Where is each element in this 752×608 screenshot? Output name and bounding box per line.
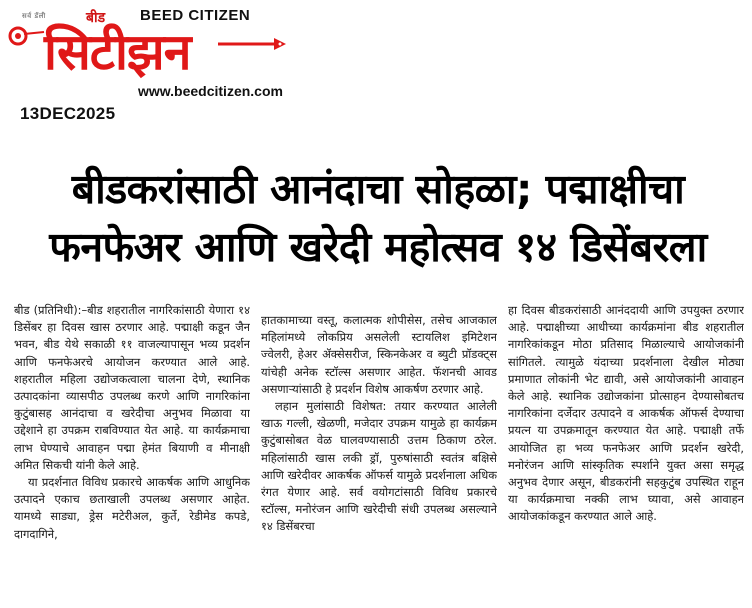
article-paragraph: हातकामाच्या वस्तू, कलात्मक शोपीसेस, तसेच आजकाल महिलांमध्ये लोकप्रिय असलेली स्टायलिश इमिटेशन ज्वेलरी, हेअर ॲक्सेसरीज, स्किनकेअर व ब्युटी प्रॉडक्ट्स यांचेही अनेक स्टॉल्स असणार आहेत. फॅशनची आवड असणाऱ्यांसाठी हे प्रदर्शन विशेष आकर्षण ठरणार आहे. [261,313,497,396]
website-url: www.beedcitizen.com [138,83,283,99]
masthead [0,0,752,145]
article-paragraph: लहान मुलांसाठी विशेषत: तयार करण्यात आलेली खाऊ गल्ली, खेळणी, मजेदार उपक्रम यामुळे हा कार्यक्रम कुटुंबासोबत वेळ घालवण्यासाठी उत्तम ठिकाण ठरेल. महिलांसाठी खास लकी ड्रॉ, पुरुषांसाठी स्वतंत्र बक्षिसे आणि खरेदीवर आकर्षक ऑफर्स यामुळे प्रदर्शनाला अधिक रंगत येणार आहे. सर्व वयोगटांसाठी विविध प्रकारचे स्टॉल्स, मनोरंजन आणि खरेदीची संधी उपलब्ध असल्याने १४ डिसेंबरचा [261,399,497,534]
masthead-english-name: BEED CITIZEN [140,7,251,24]
newspaper-logo-icon [6,22,46,62]
headline-line-1: बीडकरांसाठी आनंदाचा सोहळा; पद्माक्षीचा [71,165,685,213]
masthead-local-name: बीड [86,10,106,26]
masthead-tagline: सर्व डॅली [22,12,46,20]
article-paragraph: या प्रदर्शनात विविध प्रकारचे आकर्षक आणि आधुनिक उत्पादने एकाच छताखाली उपलब्ध असणार आहेत. यामध्ये साड्या, ड्रेस मटेरीअल, कुर्ते, रेडीमेड कपडे, दागदागिने, [14,475,250,541]
headline-line-2: फनफेअर आणि खरेदी महोत्सव १४ डिसेंबरला [49,223,707,271]
article-headline [14,160,742,276]
article-paragraph: हा दिवस बीडकरांसाठी आनंददायी आणि उपयुक्त ठरणार आहे. पद्माक्षीच्या आधीच्या कार्यक्रमांना बीड शहरातील नागरिकांकडून मोठा प्रतिसाद मिळाल्याचे आयोजकांनी सांगितले. त्यामुळे यंदाच्या प्रदर्शनाला देखील मोठ्या प्रमाणात लोकांनी भेट द्यावी, असे आयोजकांनी आवाहन केले आहे. स्थानिक उद्योजकांना प्रोत्साहन देण्यासोबतच नागरिकांना दर्जेदार उत्पादने व आकर्षक ऑफर्स देण्याचा प्रयत्न या उपक्रमातून करण्यात येत आहे. पद्माक्षी तर्फे आयोजित हा भव्य फनफेअर आणि प्रदर्शन खरेदी, मनोरंजन आणि सांस्कृतिक स्पर्शाने युक्त असा समृद्ध अनुभव देणार असून, बीडकरांनी सहकुटुंब उपस्थित राहून या कार्यक्रमाचा नक्की लाभ घ्यावा, असे आवाहन आयोजकांकडून करण्यात आले आहे. [508,303,744,524]
newspaper-title: सिटीझन [44,23,191,81]
article-body [14,302,744,602]
article-column-2 [261,302,497,602]
article-column-1 [14,302,250,602]
article-column-3 [508,302,744,602]
article-paragraph: बीड (प्रतिनिधी):–बीड शहरातील नागरिकांसाठी येणारा १४ डिसेंबर हा दिवस खास ठरणार आहे. पद्माक्षी कडून जैन भवन, बीड येथे सकाळी ११ वाजल्यापासून भव्य प्रदर्शन आणि फनफेअरचे आयोजन करण्यात आले आहे. शहरातील महिला उद्योजकत्वाला चालना देणे, स्थानिक उत्पादकांना व्यासपीठ उपलब्ध करणे आणि नागरिकांना कुटुंबासह आनंदाचा व खरेदीचा अनुभव मिळावा या उद्देशाने हा उपक्रम राबविण्यात येत आहे. या कार्यक्रमाचा लाभ घेण्याचे आवाहन पद्मा हेमंत बियाणी व मीनाक्षी अमित सिकची यांनी केले आहे. [14,303,250,472]
issue-date: 13DEC2025 [20,104,116,123]
pen-nib-icon [216,30,288,60]
